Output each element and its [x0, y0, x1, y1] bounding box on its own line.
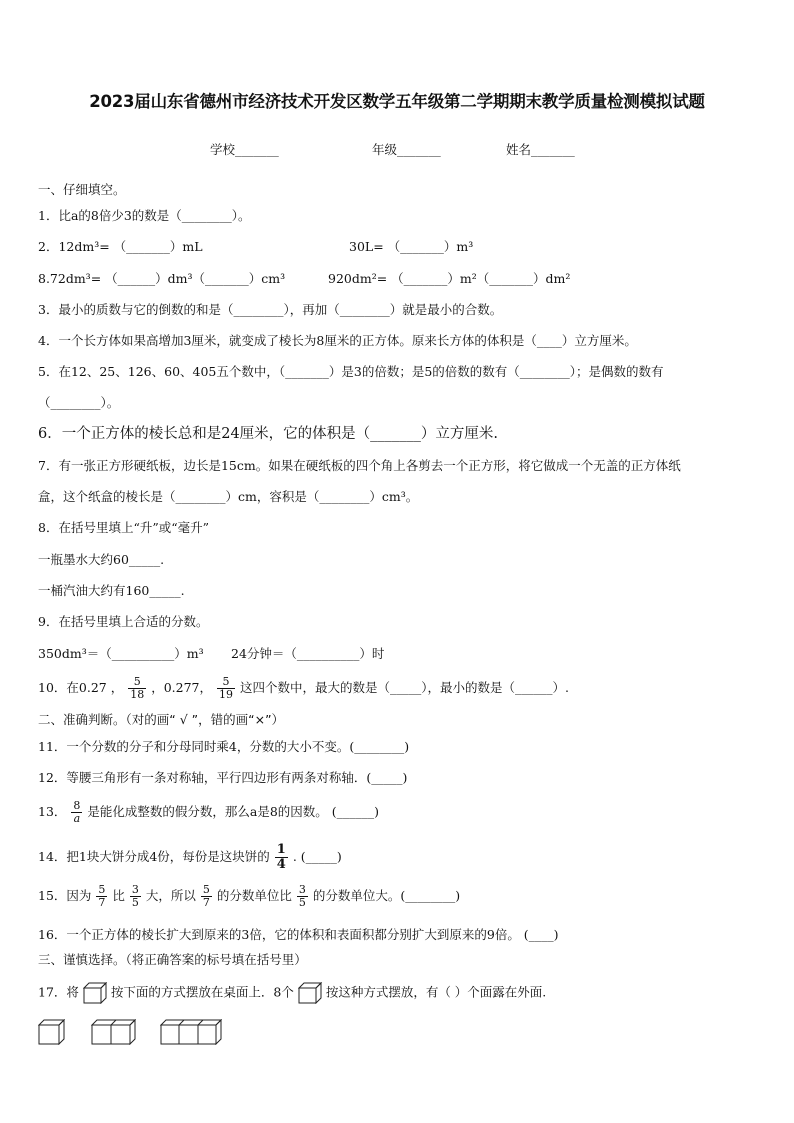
cube-icon	[83, 982, 107, 1004]
question-8a: 一瓶墨水大约60_____.	[38, 552, 165, 567]
section-judgement: 二、准确判断。（对的画“ √ ”，错的画“×”）	[38, 712, 285, 727]
question-9a: 350dm³＝（__________）m³	[38, 646, 204, 661]
page-title: 2023届山东省德州市经济技术开发区数学五年级第二学期期末教学质量检测模拟试题	[89, 92, 705, 111]
section-fill-blank: 一、仔细填空。	[38, 182, 126, 197]
question-9: 9．在括号里填上合适的分数。	[38, 614, 209, 629]
question-4: 4．一个长方体如果高增加3厘米，就变成了棱长为8厘米的正方体。原来长方体的体积是（____）立方厘米。	[38, 333, 637, 348]
section-choice: 三、谨慎选择。（将正确答案的标号填在括号里）	[38, 952, 307, 967]
question-2b: 30L= （_______）m³	[349, 239, 474, 254]
question-3: 3．最小的质数与它的倒数的和是（________），再加（________）就是最小的合数。	[38, 302, 503, 317]
question-11: 11．一个分数的分子和分母同时乘4，分数的大小不变。(________)	[38, 739, 410, 754]
cube-figure-1	[38, 1019, 65, 1045]
grade-field[interactable]: 年级_______	[372, 142, 441, 157]
question-10: 10．在0.27 ， $\frac{5}{18}$ ，0.277， $\frac{5}{19}$ 这四个数中，最大的数是（_____），最小的数是（______）.	[38, 675, 569, 701]
fraction-3-5-b: $\frac{3}{5}$	[298, 883, 306, 909]
question-7b: 盒，这个纸盒的棱长是（________）cm，容积是（________）cm³。	[38, 489, 419, 504]
fraction-5-7-b: $\frac{5}{7}$	[202, 883, 210, 909]
name-field[interactable]: 姓名_______	[506, 142, 575, 157]
cube-figure-2	[91, 1019, 136, 1045]
question-16: 16．一个正方体的棱长扩大到原来的3倍，它的体积和表面积都分别扩大到原来的9倍。 (____)	[38, 927, 559, 942]
question-13: 13． $\frac{8}{a}$ 是能化成整数的假分数，那么a是8的因数。 (______)	[38, 799, 380, 825]
school-field[interactable]: 学校_______	[210, 142, 279, 157]
question-2a: 2．12dm³= （_______）mL	[38, 239, 203, 254]
fraction-8-a: $\frac{8}{a}$	[73, 799, 81, 825]
question-9b: 24分钟＝（__________）时	[231, 646, 385, 661]
question-14: 14．把1块大饼分成4份，每份是这块饼的 $\frac{1}{4}$ . (_____)	[38, 842, 342, 872]
question-15: 15．因为 $\frac{5}{7}$ 比 $\frac{3}{5}$ 大，所以 $\frac{5}{7}$ 的分数单位比 $\frac{3}{5}$ 的分数单位大。(________)	[38, 883, 461, 909]
fraction-3-5: $\frac{3}{5}$	[131, 883, 139, 909]
cube-icon	[298, 982, 322, 1004]
question-17: 17．将 按下面的方式摆放在桌面上．8个 按这种方式摆放，有（ ）个面露在外面.	[38, 982, 546, 1004]
fraction-1-4: $\frac{1}{4}$	[276, 842, 286, 872]
question-6: 6．一个正方体的棱长总和是24厘米，它的体积是（_______）立方厘米.	[38, 426, 499, 442]
question-5b: （________）。	[38, 395, 120, 410]
cube-figure-3	[160, 1019, 222, 1045]
question-7a: 7．有一张正方形硬纸板，边长是15cm。如果在硬纸板的四个角上各剪去一个正方形，将它做成一个无盖的正方体纸	[38, 458, 681, 473]
fraction-5-18: $\frac{5}{18}$	[130, 675, 145, 701]
question-8b: 一桶汽油大约有160_____.	[38, 583, 185, 598]
question-1: 1．比a的8倍少3的数是（________）。	[38, 208, 251, 223]
fraction-5-19: $\frac{5}{19}$	[218, 675, 233, 701]
question-12: 12．等腰三角形有一条对称轴，平行四边形有两条对称轴．(_____)	[38, 770, 408, 785]
question-8: 8．在括号里填上“升”或“毫升”	[38, 520, 210, 535]
question-2c: 8.72dm³= （______）dm³（_______）cm³	[38, 271, 286, 286]
question-5a: 5．在12、25、126、60、405五个数中，（_______）是3的倍数；是5的倍数的数有（________）；是偶数的数有	[38, 364, 664, 379]
fraction-5-7: $\frac{5}{7}$	[98, 883, 106, 909]
question-2d: 920dm²= （_______）m²（_______）dm²	[328, 271, 571, 286]
